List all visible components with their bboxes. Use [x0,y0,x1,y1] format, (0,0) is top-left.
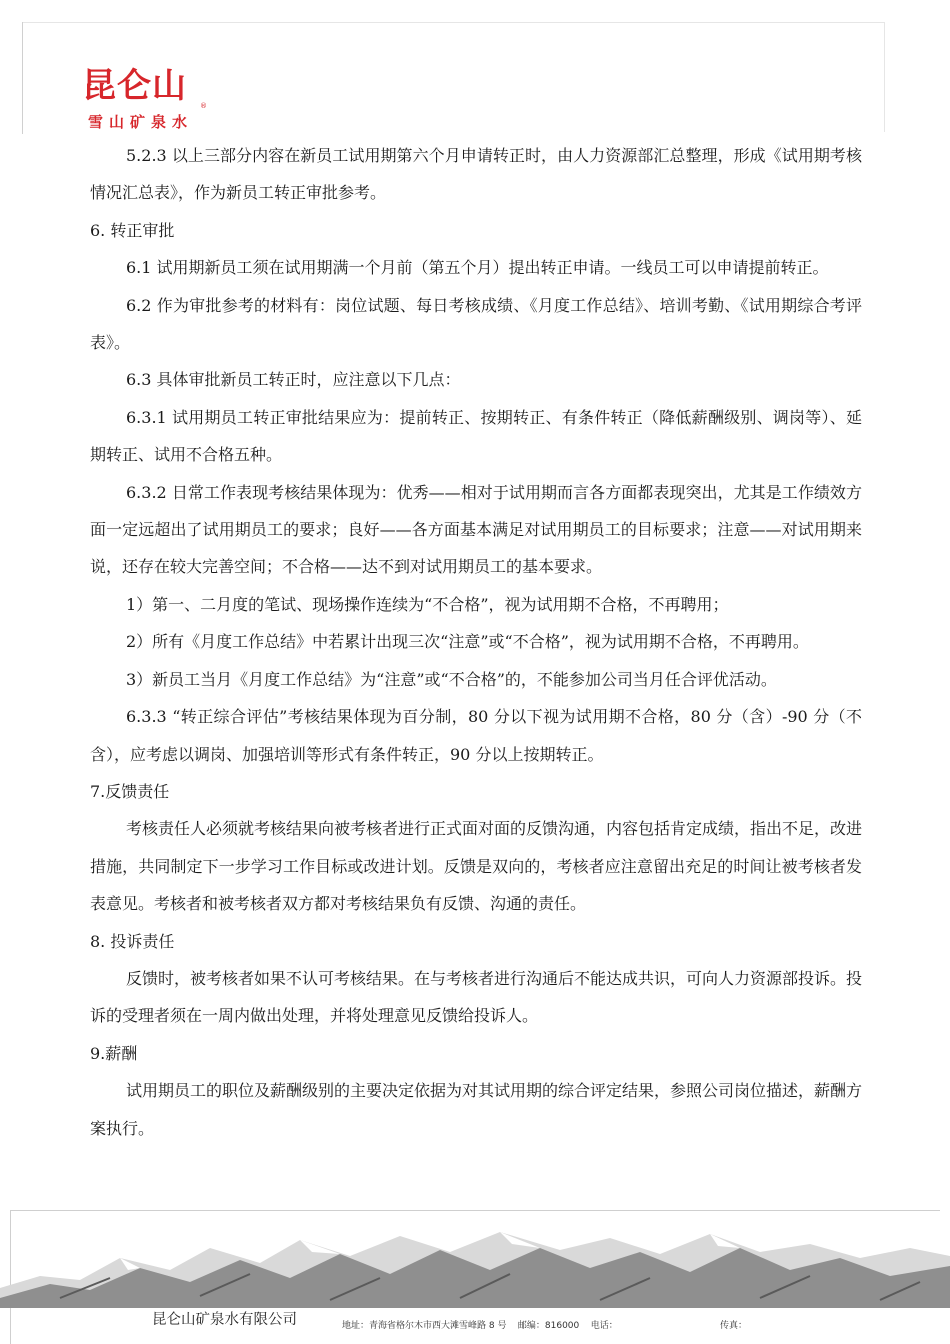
body-paragraph: 6.3.3 “转正综合评估”考核结果体现为百分制，80 分以下视为试用期不合格，80 分（含）-90 分（不含），应考虑以调岗、加强培训等形式有条件转正，90 分以上按期转正。 [90,707,862,764]
logo-sub-text: 雪山矿泉水 [88,113,194,131]
body-paragraph: 6.2 作为审批参考的材料有：岗位试题、每日考核成绩、《月度工作总结》、培训考勤、《试用期综合考评表》。 [90,295,862,353]
section-heading: 9.薪酬 [90,1043,138,1063]
page-border [22,22,884,23]
section-heading: 8. 投诉责任 [90,931,175,951]
section-heading: 6. 转正审批 [90,220,175,240]
page-footer [0,1204,950,1344]
body-paragraph: 6.3 具体审批新员工转正时，应注意以下几点： [126,370,461,390]
document-body [90,137,862,1147]
logo-main-text: 昆仑山 [82,66,187,106]
company-name: 昆仑山矿泉水有限公司 [152,1312,297,1328]
page-border [884,22,885,132]
mountain-range-graphic [0,1218,950,1308]
body-paragraph: 反馈时，被考核者如果不认可考核结果。在与考核者进行沟通后不能达成共识，可向人力资源部投诉。投诉的受理者须在一周内做出处理，并将处理意见反馈给投诉人。 [90,968,863,1026]
section-heading: 7.反馈责任 [90,781,170,801]
body-paragraph: 6.1 试用期新员工须在试用期满一个月前（第五个月）提出转正申请。一线员工可以申请提前转正。 [126,258,829,278]
body-paragraph: 6.3.1 试用期员工转正审批结果应为：提前转正、按期转正、有条件转正（降低薪酬级别、调岗等）、延期转正、试用不合格五种。 [90,407,862,465]
body-paragraph: 5.2.3 以上三部分内容在新员工试用期第六个月申请转正时，由人力资源部汇总整理，形成《试用期考核情况汇总表》，作为新员工转正审批参考。 [90,146,862,203]
body-paragraph: 6.3.2 日常工作表现考核结果体现为：优秀——相对于试用期而言各方面都表现突出，尤其是工作绩效方面一定远超出了试用期员工的要求；良好——各方面基本满足对试用期员工的目标要求；注意——对试用期来说，还存在较大完善空间；不合格——达不到对试用期员工的基本要求。 [90,482,862,577]
body-paragraph: 试用期员工的职位及薪酬级别的主要决定依据为对其试用期的综合评定结果，参照公司岗位描述，薪酬方案执行。 [90,1081,863,1138]
company-address: 地址：青海省格尔木市西大滩雪峰路 8 号 邮编：816000 电话： [342,1321,618,1331]
fax-label: 传真： [720,1321,748,1331]
registered-mark: ® [200,102,207,110]
brand-logo [82,66,212,136]
body-paragraph: 2）所有《月度工作总结》中若累计出现三次“注意”或“不合格”，视为试用期不合格，不再聘用。 [126,632,809,652]
footer-divider [10,1210,940,1211]
body-paragraph: 1）第一、二月度的笔试、现场操作连续为“不合格”，视为试用期不合格，不再聘用； [126,594,729,614]
page-border [22,22,23,134]
body-paragraph: 3）新员工当月《月度工作总结》为“注意”或“不合格”的，不能参加公司当月任合评优活动。 [126,669,777,689]
body-paragraph: 考核责任人必须就考核结果向被考核者进行正式面对面的反馈沟通，内容包括肯定成绩，指出不足，改进措施，共同制定下一步学习工作目标或改进计划。反馈是双向的，考核者应注意留出充足的时间让被考核者发表意见。考核者和被考核者双方都对考核结果负有反馈、沟通的责任。 [90,819,863,914]
